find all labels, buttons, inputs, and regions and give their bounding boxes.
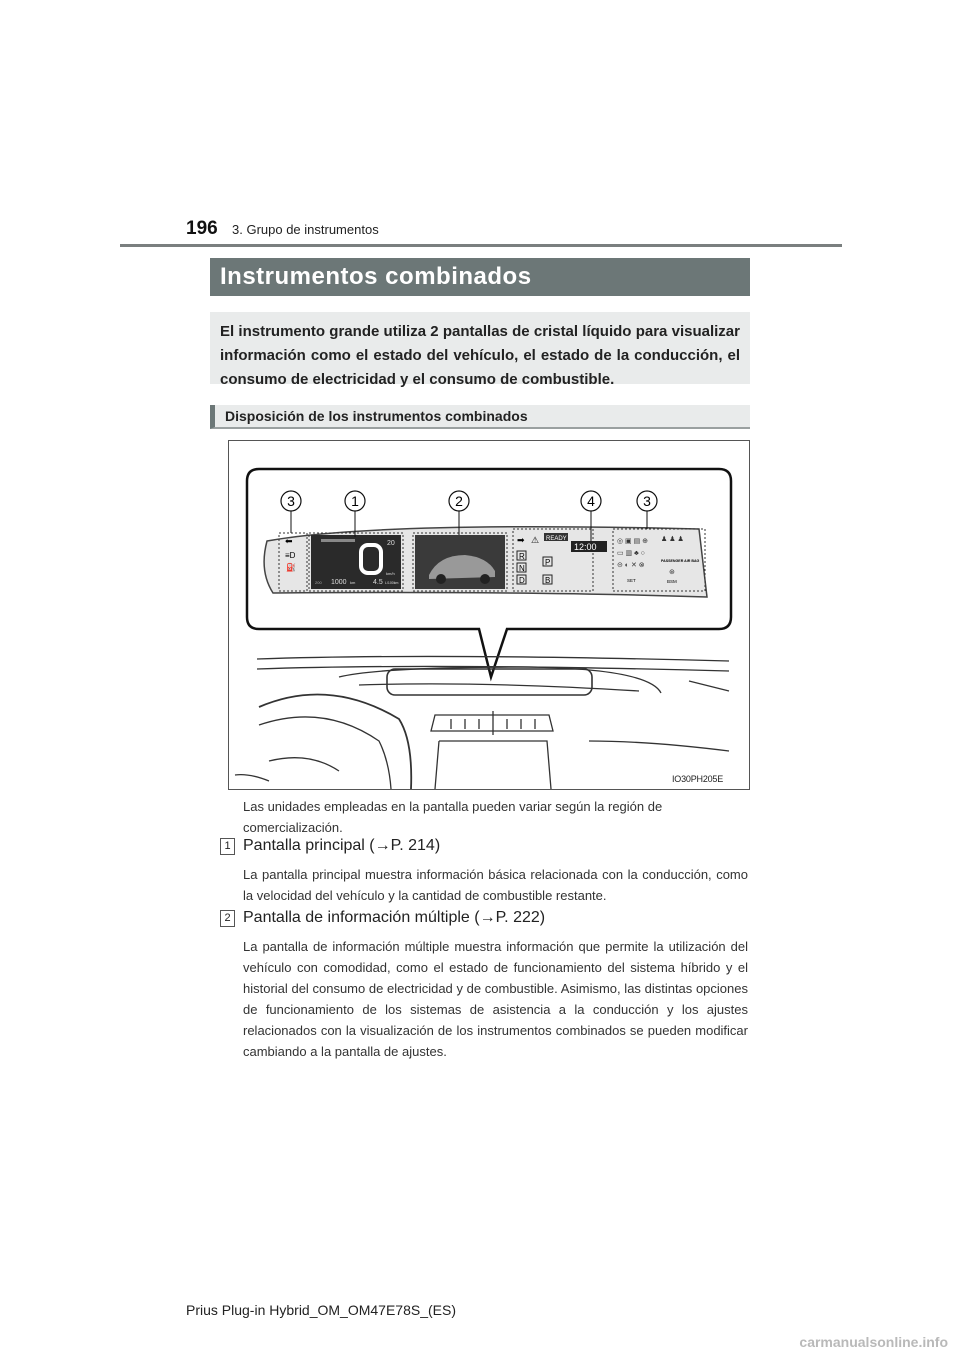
passenger-airbag-label: PASSENGER AIR BAG <box>661 559 700 563</box>
section-label: 3. Grupo de instrumentos <box>232 222 379 237</box>
callout-1: 1 <box>351 493 359 509</box>
callout-3a: 3 <box>287 493 295 509</box>
gear-b: B <box>545 576 551 585</box>
watermark: carmanualsonline.info <box>799 1334 948 1350</box>
steering-wheel <box>259 695 411 790</box>
cluster-illustration <box>229 441 749 789</box>
avg-unit: L/100km <box>385 581 399 585</box>
odo-value: 1000 <box>331 579 347 586</box>
intro-box: El instrumento grande utiliza 2 pantallas de cristal líquido para visualizar información como el estado del vehículo, el estado de la conducción, el consumo de electricidad y el consumo de combustible. <box>210 312 750 384</box>
page-title: Instrumentos combinados <box>210 258 750 296</box>
traction-icon: ⊝ ◐ ✕ ⊗ <box>617 562 645 569</box>
turn-signal-left-icon: ⬅ <box>285 536 293 546</box>
footer-doc-code: Prius Plug-in Hybrid_OM_OM47E78S_(ES) <box>186 1302 456 1318</box>
gear-n: N <box>519 564 525 573</box>
ready-label: READY <box>546 536 567 542</box>
item-number-2: 2 <box>220 910 235 927</box>
header-rule <box>120 244 842 247</box>
clock-value: 12:00 <box>574 542 597 552</box>
center-console <box>435 741 551 789</box>
figure-code: IO30PH205E <box>672 774 724 784</box>
headlight-icon: ≡D <box>285 551 296 560</box>
gear-p: P <box>545 558 551 567</box>
item-number-1: 1 <box>220 838 235 855</box>
callout-4: 4 <box>587 493 595 509</box>
item-title-2: Pantalla de información múltiple (→P. 222) <box>243 909 546 926</box>
engine-icon: ▭ ▥ ♣ ○ <box>617 550 645 557</box>
speed-unit: km/h <box>386 571 395 576</box>
fuel-bar <box>321 539 355 542</box>
fuel-icon: ⛽ <box>286 563 296 572</box>
gear-d: D <box>519 576 525 585</box>
dist-value: 200 <box>315 580 322 585</box>
bsm-label: BSM <box>667 579 677 584</box>
turn-signal-right-icon: ➡ <box>517 535 525 545</box>
seatbelt-icon: ♟ ♟ ♟ <box>661 536 684 543</box>
odo-unit: km <box>350 580 356 585</box>
callout-3b: 3 <box>643 493 651 509</box>
gear-r: R <box>519 552 525 561</box>
set-label: SET <box>627 578 636 583</box>
item-title-1: Pantalla principal (→P. 214) <box>243 837 441 854</box>
abs-icon: ◎ ▣ ▤ ⊕ <box>617 538 649 545</box>
warning-icon: ⚠ <box>531 535 540 545</box>
units-note: Las unidades empleadas en la pantalla pueden variar según la región de comercialización. <box>243 799 663 835</box>
item-body-2: La pantalla de información múltiple muestra información que permite la utilización del vehículo con comodidad, como el estado de funcionamiento del sistema híbrido y el historial del consumo de electricidad y de combustible. Asimismo, las distintas opciones de funcionamiento de los sistemas de asistencia a la conducción y los ajustes relacionados con la visualización de los instrumentos combinados se pueden modificar cambiando a la pantalla de ajustes. <box>243 939 748 1059</box>
subheading: Disposición de los instrumentos combinados <box>210 405 750 429</box>
dashboard-drawing <box>235 656 729 789</box>
avg-value: 4.5 <box>373 579 383 586</box>
wheel-front <box>436 574 446 584</box>
speed-value: 0 <box>371 565 372 566</box>
instrument-cluster-figure <box>228 440 750 790</box>
lane-icon: ⊛ <box>669 569 675 576</box>
callout-2: 2 <box>455 493 463 509</box>
item-body-1: La pantalla principal muestra información básica relacionada con la conducción, como la velocidad del vehículo y la cantidad de combustible restante. <box>243 867 748 903</box>
page-number: 196 <box>186 218 218 239</box>
wheel-rear <box>480 574 490 584</box>
temp-value: 20 <box>387 540 395 547</box>
